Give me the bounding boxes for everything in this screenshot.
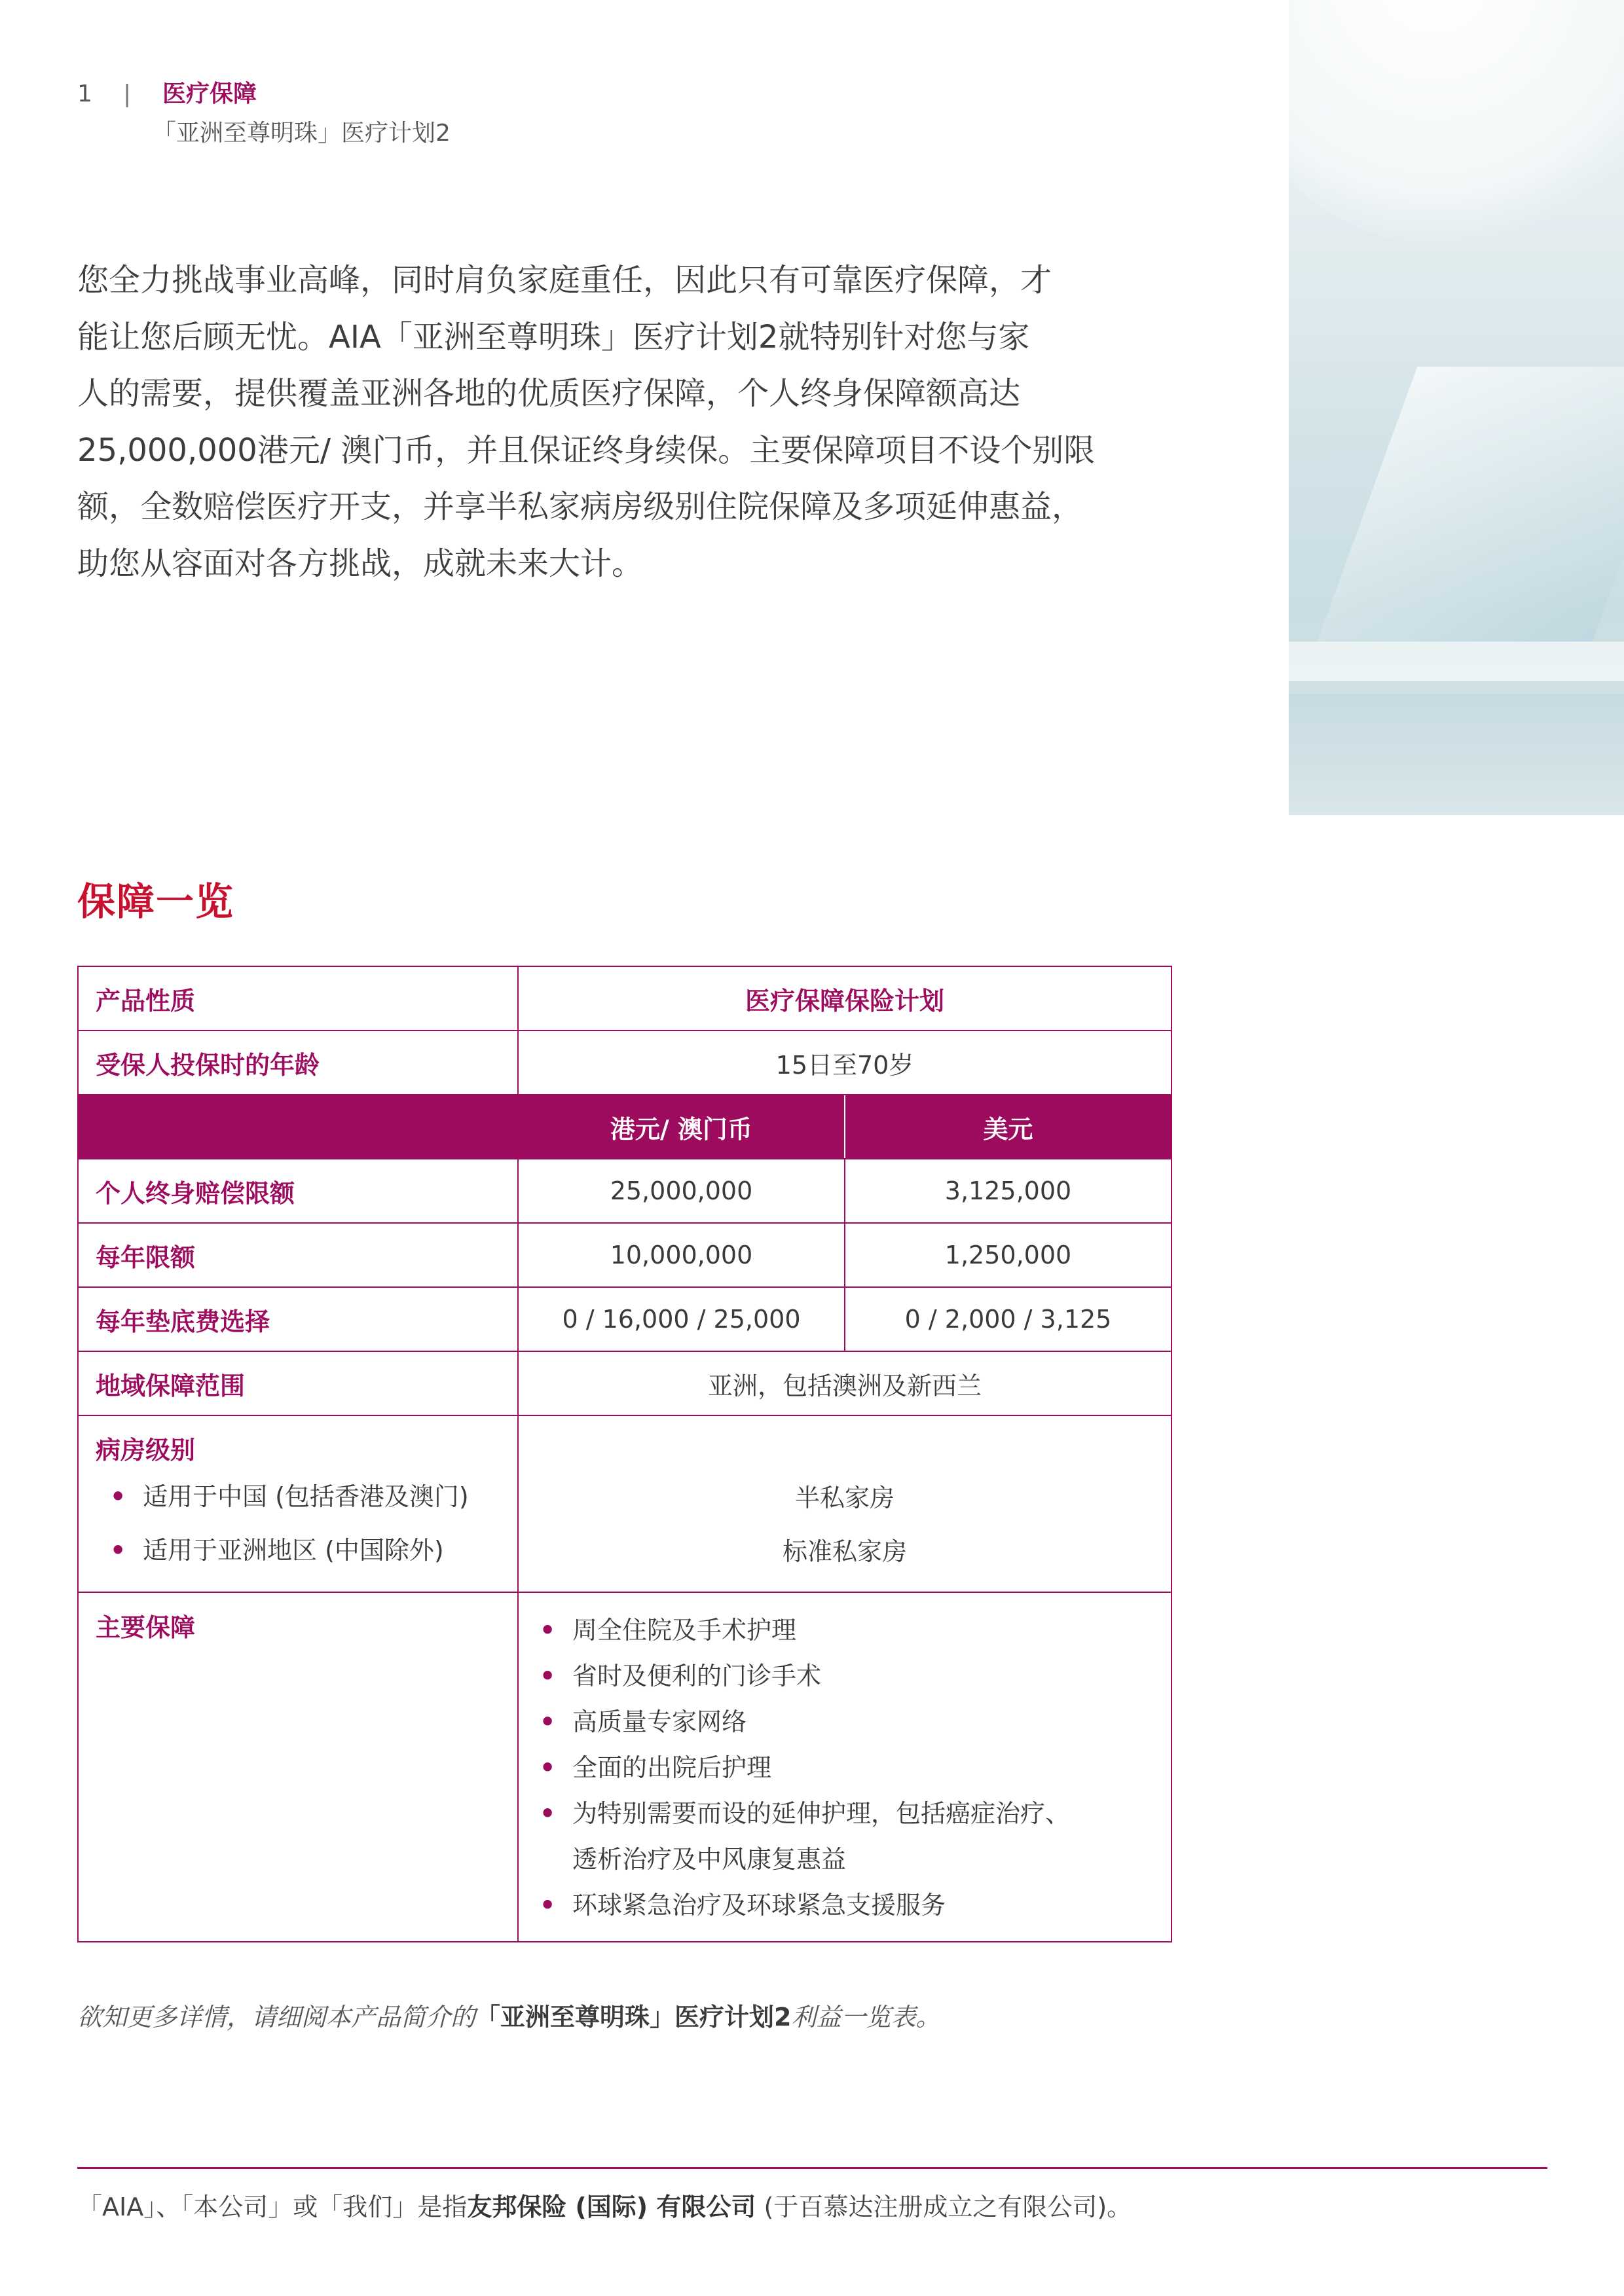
table-row xyxy=(78,1223,1172,1287)
footer-company: 友邦保险 (国际) 有限公司 xyxy=(467,2193,756,2221)
table-row xyxy=(78,1159,1172,1223)
age-label: 受保人投保时的年龄 xyxy=(78,1030,518,1095)
photo-base xyxy=(1289,694,1624,815)
main-benefits-list xyxy=(525,1607,1154,1928)
intro-line: 人的需要，提供覆盖亚洲各地的优质医疗保障，个人终身保障额高达 xyxy=(77,375,1021,412)
currency-header-blank xyxy=(78,1095,518,1159)
benefit-item: • 周全住院及手术护理 xyxy=(525,1607,1154,1653)
more-info-suffix: 利益一览表。 xyxy=(791,2003,941,2032)
section-title: 医疗保障 xyxy=(162,81,257,107)
benefit-item-continued: 透析治疗及中风康复惠益 xyxy=(572,1845,847,1874)
deductible-hkd: 0 / 16,000 / 25,000 xyxy=(518,1287,845,1351)
ward-label: 病房级别 xyxy=(96,1436,196,1465)
lifetime-limit-label: 个人终身赔偿限额 xyxy=(78,1159,518,1223)
currency-usd-header: 美元 xyxy=(845,1095,1172,1159)
annual-limit-hkd: 10,000,000 xyxy=(518,1223,845,1287)
intro-paragraph xyxy=(77,252,1177,592)
ward-value-china: 半私家房 xyxy=(795,1484,895,1512)
product-nature-value: 医疗保障保险计划 xyxy=(518,966,1172,1030)
photo-basin-shape xyxy=(1289,0,1624,249)
header-separator: | xyxy=(123,81,132,107)
intro-line: 额，全数赔偿医疗开支，并享半私家病房级别住院保障及多项延伸惠益， xyxy=(77,488,1084,525)
footer-note xyxy=(77,2187,1132,2223)
area-label: 地域保障范围 xyxy=(78,1351,518,1415)
area-value: 亚洲，包括澳洲及新西兰 xyxy=(518,1351,1172,1415)
benefit-item: • 全面的出院后护理 xyxy=(525,1745,1154,1791)
ward-list xyxy=(96,1470,500,1577)
annual-limit-usd: 1,250,000 xyxy=(845,1223,1172,1287)
lifetime-limit-usd: 3,125,000 xyxy=(845,1159,1172,1223)
footer-divider xyxy=(77,2167,1547,2169)
age-value: 15日至70岁 xyxy=(518,1030,1172,1095)
header-photo xyxy=(1289,0,1624,815)
currency-header-row xyxy=(78,1095,1172,1159)
more-info-note xyxy=(77,1997,940,2033)
more-info-prefix: 欲知更多详情，请细阅本产品简介的 xyxy=(77,2003,476,2032)
currency-hkd-header: 港元/ 澳门币 xyxy=(518,1095,845,1159)
main-benefits-label: 主要保障 xyxy=(78,1592,518,1942)
table-row xyxy=(78,966,1172,1030)
table-row xyxy=(78,1030,1172,1095)
more-info-plan-name: 「亚洲至尊明珠」医疗计划2 xyxy=(475,2003,792,2032)
footer-prefix: 「AIA」、「本公司」或「我们」是指 xyxy=(77,2193,468,2221)
page-number: 1 xyxy=(77,81,92,107)
ward-label-cell xyxy=(78,1415,518,1592)
ward-item-china: • 适用于中国 (包括香港及澳门) xyxy=(96,1470,500,1523)
intro-line: 25,000,000港元/ 澳门币，并且保证终身续保。主要保障项目不设个别限 xyxy=(77,431,1096,469)
table-row xyxy=(78,1287,1172,1351)
photo-counter-strip xyxy=(1289,642,1624,681)
document-subtitle: 「亚洲至尊明珠」医疗计划2 xyxy=(153,120,451,147)
intro-line: 助您从容面对各方挑战，成就未来大计。 xyxy=(77,545,644,582)
intro-line: 您全力挑战事业高峰，同时肩负家庭重任，因此只有可靠医疗保障，才 xyxy=(77,262,1052,299)
benefit-item: • 环球紧急治疗及环球紧急支援服务 xyxy=(525,1882,1154,1928)
footer-suffix: (于百慕达注册成立之有限公司)。 xyxy=(764,2193,1132,2221)
main-benefits-row xyxy=(78,1592,1172,1942)
ward-item-asia: • 适用于亚洲地区 (中国除外) xyxy=(96,1523,500,1577)
main-benefits-cell xyxy=(518,1592,1172,1942)
product-nature-label: 产品性质 xyxy=(78,966,518,1030)
coverage-table xyxy=(77,966,1172,1942)
ward-value-asia: 标准私家房 xyxy=(783,1537,908,1566)
lifetime-limit-hkd: 25,000,000 xyxy=(518,1159,845,1223)
deductible-usd: 0 / 2,000 / 3,125 xyxy=(845,1287,1172,1351)
benefit-item: • 为特别需要而设的延伸护理，包括癌症治疗、 xyxy=(525,1791,1154,1836)
ward-value-cell xyxy=(518,1415,1172,1592)
deductible-label: 每年垫底费选择 xyxy=(78,1287,518,1351)
benefit-item: • 省时及便利的门诊手术 xyxy=(525,1653,1154,1699)
annual-limit-label: 每年限额 xyxy=(78,1223,518,1287)
benefit-item: • 高质量专家网络 xyxy=(525,1699,1154,1745)
photo-glass-shape xyxy=(1318,367,1624,642)
summary-heading: 保障一览 xyxy=(77,879,235,924)
table-row xyxy=(78,1351,1172,1415)
ward-row xyxy=(78,1415,1172,1592)
page-header xyxy=(77,75,451,147)
intro-line: 能让您后顾无忧。AIA「亚洲至尊明珠」医疗计划2就特别针对您与家 xyxy=(77,318,1030,355)
